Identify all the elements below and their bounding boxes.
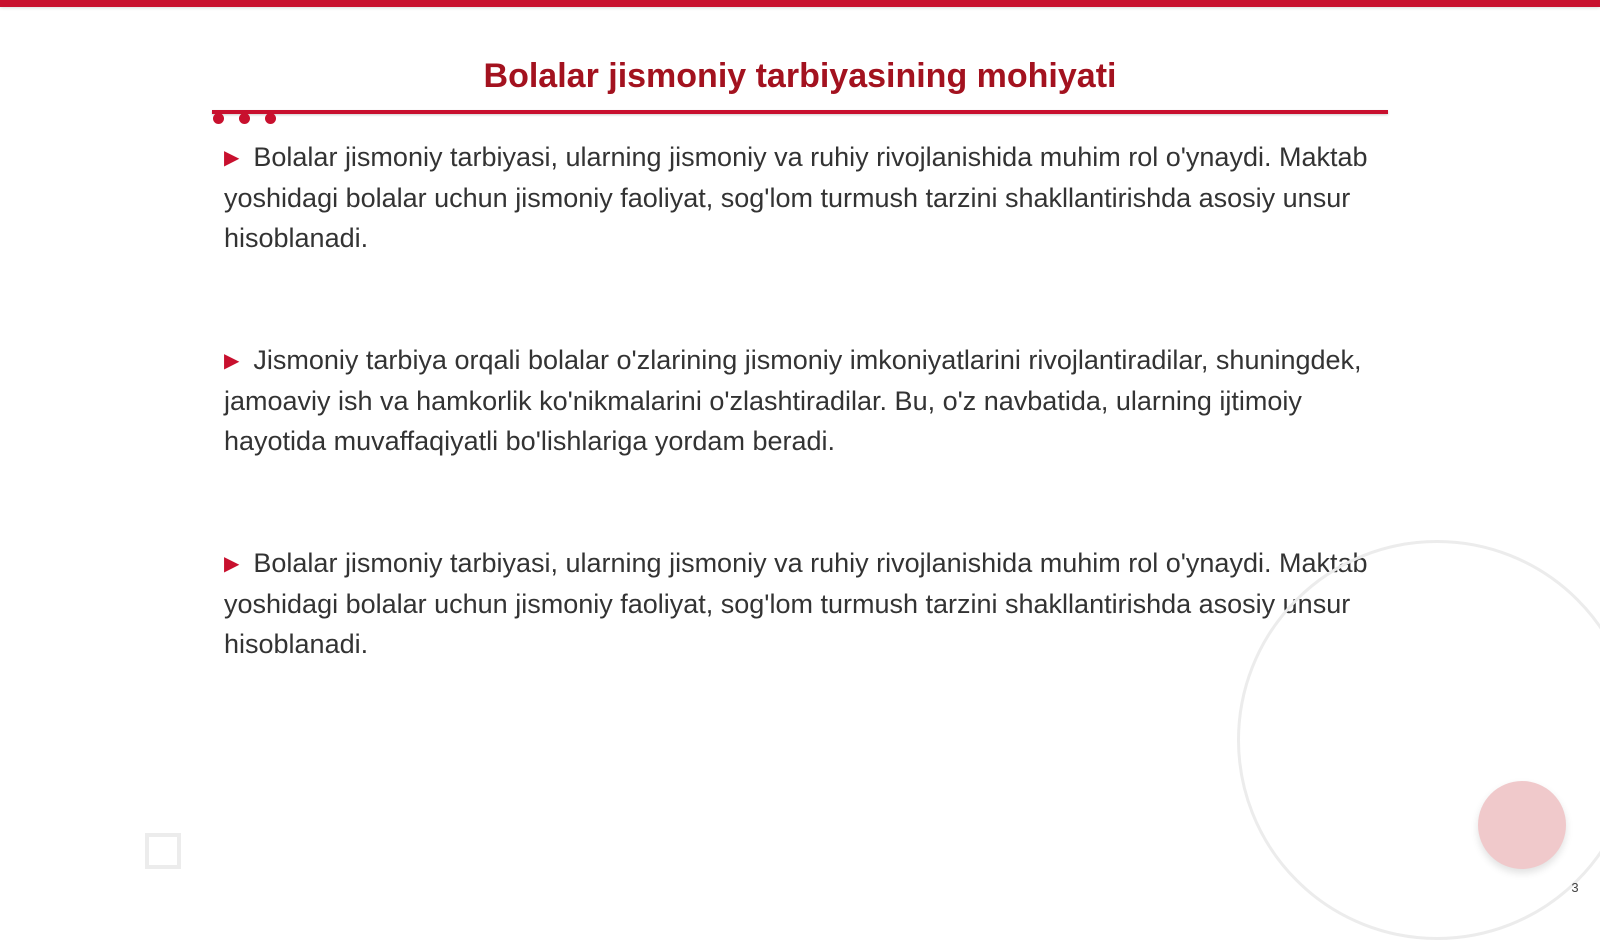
triangle-right-icon: ▶ (224, 553, 240, 575)
slide-title: Bolalar jismoniy tarbiyasining mohiyati (483, 57, 1117, 95)
decorative-square (145, 833, 181, 869)
bullet-item (224, 543, 1372, 664)
bullet-item (224, 340, 1372, 461)
decorative-dot-3 (265, 113, 276, 124)
triangle-right-icon: ▶ (224, 350, 240, 372)
triangle-right-icon: ▶ (224, 147, 240, 169)
bullet-text: Jismoniy tarbiya orqali bolalar o'zlarining jismoniy imkoniyatlarini rivojlantiradilar, shuningdek, jamoaviy ish va hamkorlik ko'nikmalarini o'zlashtiradilar. Bu, o'z navbatida, ularning ijtimoiy hayotida muvaffaqiyatli bo'lishlariga yordam beradi. (224, 345, 1362, 456)
bullet-list (224, 137, 1372, 664)
top-accent-bar (0, 0, 1600, 7)
bullet-item (224, 137, 1372, 258)
page-number: 3 (1571, 880, 1579, 895)
decorative-pink-circle (1478, 781, 1566, 869)
bullet-text: Bolalar jismoniy tarbiyasi, ularning jismoniy va ruhiy rivojlanishida muhim rol o'ynaydi. Maktab yoshidagi bolalar uchun jismoniy faoliyat, sog'lom turmush tarzini shakllantirishda asosiy unsur hisoblanadi. (224, 142, 1368, 253)
bullet-text: Bolalar jismoniy tarbiyasi, ularning jismoniy va ruhiy rivojlanishida muhim rol o'ynaydi. Maktab yoshidagi bolalar uchun jismoniy faoliyat, sog'lom turmush tarzini shakllantirishda asosiy unsur hisoblanadi. (224, 548, 1368, 659)
decorative-dot-1 (213, 113, 224, 124)
title-underline (212, 110, 1388, 114)
decorative-dot-2 (239, 113, 250, 124)
